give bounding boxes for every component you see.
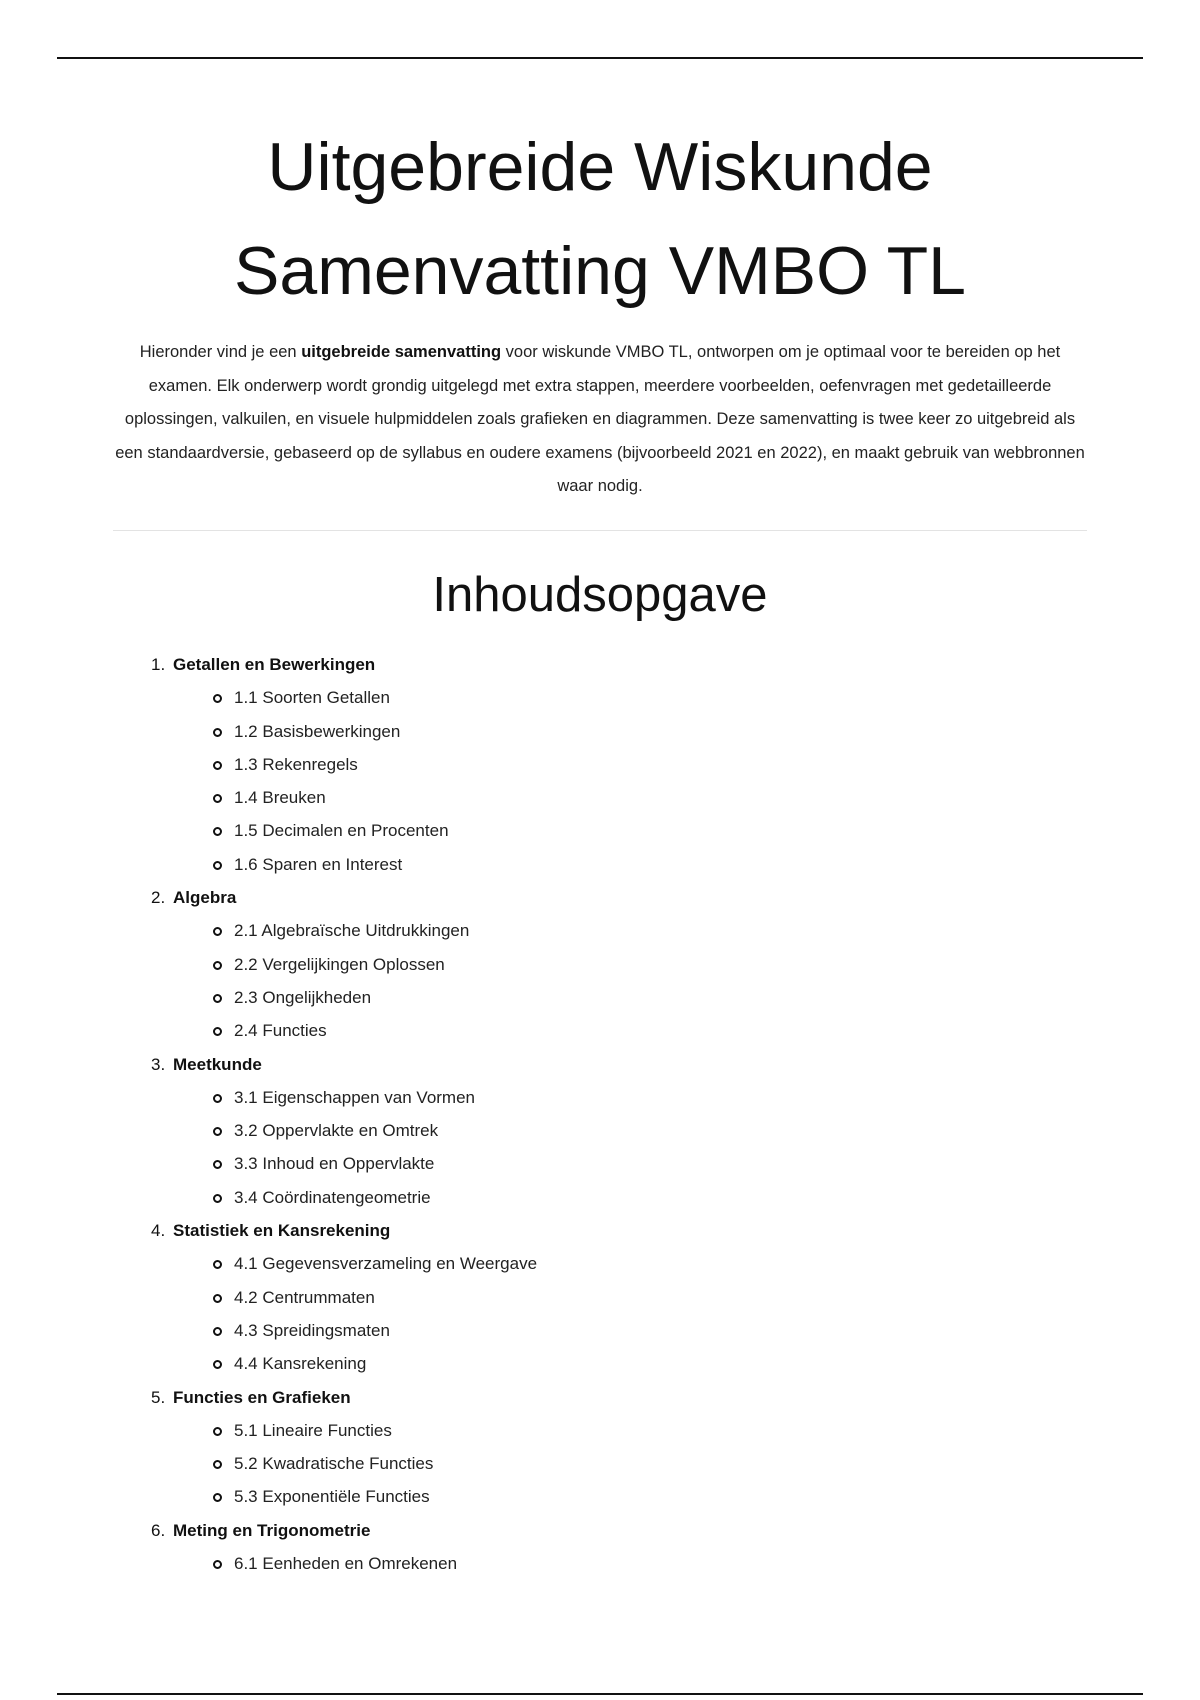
page-title — [0, 115, 1200, 323]
toc-subsection-label: 3.4 Coördinatengeometrie — [234, 1187, 431, 1207]
toc-subsection-label: 1.1 Soorten Getallen — [234, 688, 390, 708]
toc-subsection-item[interactable] — [173, 1181, 537, 1214]
toc-subsection-label: 5.2 Kwadratische Functies — [234, 1454, 434, 1474]
toc-subsection-item[interactable] — [173, 1114, 537, 1147]
table-of-contents — [130, 648, 537, 1580]
toc-subsection-list — [173, 1547, 537, 1580]
section-divider — [113, 530, 1087, 531]
toc-section-number: 5. — [151, 1387, 166, 1407]
toc-section-title[interactable]: Meetkunde — [173, 1054, 262, 1074]
circle-bullet-icon — [213, 1427, 222, 1436]
toc-subsection-list — [173, 1081, 537, 1214]
toc-subsection-item[interactable] — [173, 1480, 537, 1513]
toc-subsection-item[interactable] — [173, 1447, 537, 1480]
circle-bullet-icon — [213, 961, 222, 970]
circle-bullet-icon — [213, 1294, 222, 1303]
toc-subsection-list — [173, 1247, 537, 1380]
toc-subsection-item[interactable] — [173, 1347, 537, 1380]
circle-bullet-icon — [213, 1194, 222, 1203]
circle-bullet-icon — [213, 1260, 222, 1269]
circle-bullet-icon — [213, 1460, 222, 1469]
toc-subsection-item[interactable] — [173, 1414, 537, 1447]
circle-bullet-icon — [213, 927, 222, 936]
toc-section — [130, 648, 537, 881]
toc-section-title[interactable]: Getallen en Bewerkingen — [173, 655, 376, 674]
page-title-line-1: Uitgebreide Wiskunde — [267, 129, 933, 205]
toc-subsection-label: 1.3 Rekenregels — [234, 754, 358, 774]
circle-bullet-icon — [213, 1027, 222, 1036]
circle-bullet-icon — [213, 761, 222, 770]
toc-subsection-item[interactable] — [173, 1014, 537, 1047]
toc-subsection-item[interactable] — [173, 1314, 537, 1347]
circle-bullet-icon — [213, 694, 222, 703]
circle-bullet-icon — [213, 1493, 222, 1502]
toc-section — [130, 881, 537, 1047]
toc-subsection-item[interactable] — [173, 981, 537, 1014]
toc-section-number: 6. — [151, 1520, 166, 1540]
toc-subsection-label: 3.3 Inhoud en Oppervlakte — [234, 1154, 435, 1174]
toc-subsection-label: 5.3 Exponentiële Functies — [234, 1487, 430, 1507]
toc-subsection-label: 1.5 Decimalen en Procenten — [234, 821, 449, 841]
toc-subsection-label: 2.4 Functies — [234, 1021, 327, 1041]
toc-section-title[interactable]: Functies en Grafieken — [173, 1387, 351, 1407]
toc-subsection-label: 2.3 Ongelijkheden — [234, 987, 372, 1007]
toc-subsection-label: 4.4 Kansrekening — [234, 1354, 367, 1374]
toc-subsection-list — [173, 914, 537, 1047]
toc-subsection-label: 4.2 Centrummaten — [234, 1287, 375, 1307]
toc-subsection-item[interactable] — [173, 1281, 537, 1314]
toc-subsection-list — [173, 681, 537, 881]
toc-section — [130, 1214, 537, 1380]
toc-subsection-label: 4.3 Spreidingsmaten — [234, 1320, 390, 1340]
page-bottom-rule — [57, 1693, 1143, 1695]
toc-subsection-item[interactable] — [173, 681, 537, 714]
toc-section-title[interactable]: Algebra — [173, 888, 237, 908]
toc-subsection-list — [173, 1414, 537, 1514]
page-top-rule — [57, 57, 1143, 59]
toc-subsection-label: 3.2 Oppervlakte en Omtrek — [234, 1121, 439, 1141]
circle-bullet-icon — [213, 861, 222, 870]
circle-bullet-icon — [213, 1160, 222, 1169]
circle-bullet-icon — [213, 794, 222, 803]
toc-subsection-item[interactable] — [173, 1247, 537, 1280]
toc-subsection-label: 3.1 Eigenschappen van Vormen — [234, 1087, 476, 1107]
toc-section-number: 3. — [151, 1054, 166, 1074]
toc-subsection-label: 6.1 Eenheden en Omrekenen — [234, 1554, 458, 1574]
toc-subsection-item[interactable] — [173, 781, 537, 814]
intro-text-start: Hieronder vind je een — [139, 343, 302, 361]
toc-section — [130, 1048, 537, 1214]
toc-subsection-label: 1.6 Sparen en Interest — [234, 854, 403, 874]
intro-text-rest: voor wiskunde VMBO TL, ontworpen om je optimaal voor te bereiden op het examen. Elk onderwerp wordt grondig uitgelegd met extra stappen, meerdere voorbeelden, oefenvragen met gedetailleerde oplossingen, valkuilen, en visuele hulpmiddelen zoals grafieken en diagrammen. Deze samenvatting is twee keer zo uitgebreid als een standaardversie, gebaseerd op de syllabus en oudere examens (bijvoorbeeld 2021 en 2022), en maakt gebruik van webbronnen waar nodig. — [115, 343, 1085, 495]
toc-subsection-item[interactable] — [173, 1147, 537, 1180]
toc-subsection-item[interactable] — [173, 748, 537, 781]
toc-subsection-label: 5.1 Lineaire Functies — [234, 1420, 392, 1440]
circle-bullet-icon — [213, 827, 222, 836]
toc-subsection-item[interactable] — [173, 1547, 537, 1580]
toc-section-number: 1. — [151, 655, 166, 674]
intro-paragraph — [115, 336, 1085, 504]
toc-subsection-item[interactable] — [173, 948, 537, 981]
toc-subsection-label: 1.2 Basisbewerkingen — [234, 721, 401, 741]
circle-bullet-icon — [213, 1360, 222, 1369]
toc-subsection-item[interactable] — [173, 914, 537, 947]
toc-section-number: 2. — [151, 888, 166, 908]
toc-section-title[interactable]: Statistiek en Kansrekening — [173, 1221, 391, 1241]
circle-bullet-icon — [213, 1327, 222, 1336]
toc-section — [130, 1381, 537, 1514]
page-title-line-2: Samenvatting VMBO TL — [234, 233, 966, 309]
circle-bullet-icon — [213, 728, 222, 737]
toc-subsection-item[interactable] — [173, 814, 537, 847]
circle-bullet-icon — [213, 994, 222, 1003]
toc-section-number: 4. — [151, 1221, 166, 1241]
toc-section — [130, 1514, 537, 1581]
toc-subsection-item[interactable] — [173, 715, 537, 748]
toc-subsection-item[interactable] — [173, 1081, 537, 1114]
intro-bold-text: uitgebreide samenvatting — [301, 343, 502, 361]
toc-subsection-item[interactable] — [173, 848, 537, 881]
circle-bullet-icon — [213, 1127, 222, 1136]
toc-subsection-label: 2.2 Vergelijkingen Oplossen — [234, 954, 445, 974]
circle-bullet-icon — [213, 1094, 222, 1103]
toc-subsection-label: 1.4 Breuken — [234, 788, 326, 808]
circle-bullet-icon — [213, 1560, 222, 1569]
toc-section-title[interactable]: Meting en Trigonometrie — [173, 1520, 371, 1540]
toc-subsection-label: 4.1 Gegevensverzameling en Weergave — [234, 1254, 538, 1274]
toc-heading: Inhoudsopgave — [432, 568, 768, 622]
toc-subsection-label: 2.1 Algebraïsche Uitdrukkingen — [234, 921, 470, 941]
